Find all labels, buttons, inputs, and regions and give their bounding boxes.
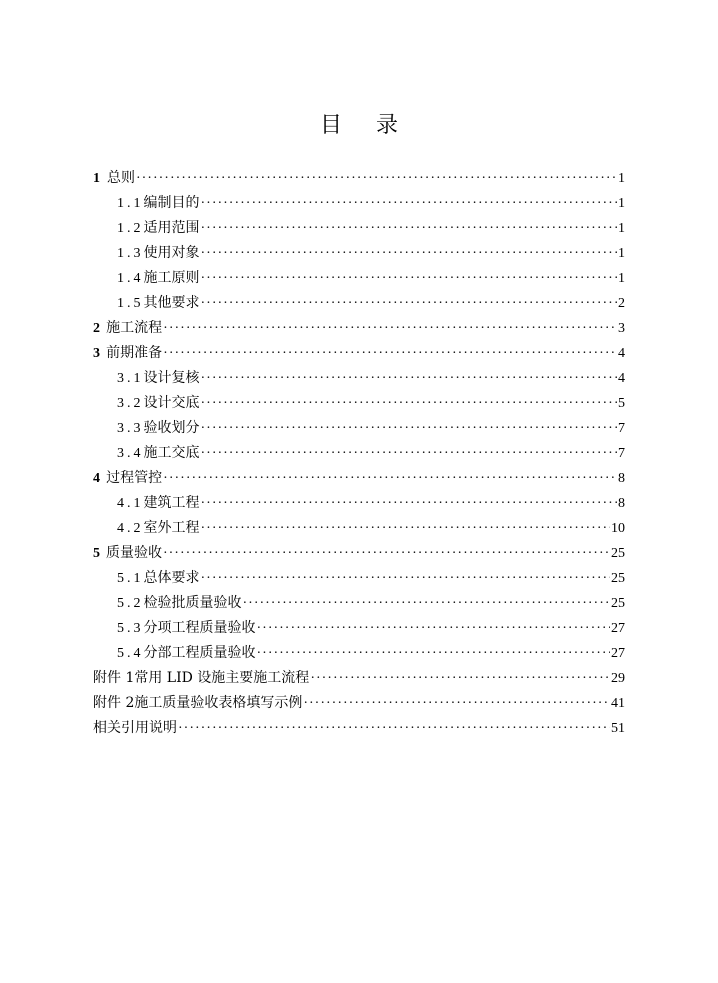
toc-entry[interactable] [93, 191, 625, 216]
toc-dot-leader [243, 591, 611, 616]
toc-entry-page-number: 1 [618, 246, 625, 261]
toc-entry-page-number: 1 [618, 221, 625, 236]
toc-entry-page-number: 2 [618, 296, 625, 311]
toc-entry-page-number: 4 [618, 371, 625, 386]
toc-entry[interactable] [93, 216, 625, 241]
toc-entry-label: 建筑工程 [143, 495, 200, 511]
toc-entry-number: 附件 2 [93, 695, 135, 711]
toc-entry-number: 4 [93, 471, 100, 486]
toc-entry[interactable] [93, 491, 625, 516]
toc-entry-number: 5.4 [117, 646, 144, 661]
toc-dot-leader [303, 691, 610, 716]
toc-dot-leader [163, 316, 617, 341]
toc-dot-leader [257, 616, 611, 641]
toc-entry-number: 1.4 [117, 271, 144, 286]
toc-dot-leader [201, 441, 618, 466]
toc-entry-label: 施工质量验收表格填写示例 [134, 695, 303, 711]
toc-entry-number: 5.2 [117, 596, 144, 611]
toc-entry-page-number: 4 [618, 346, 625, 361]
toc-entry-page-number: 1 [618, 171, 625, 186]
toc-entry-page-number: 1 [618, 271, 625, 286]
page-title [0, 108, 718, 139]
toc-dot-leader [310, 666, 610, 691]
toc-entry[interactable] [93, 541, 625, 566]
toc-entry-label: 室外工程 [143, 520, 200, 536]
toc-entry-number: 3.3 [117, 421, 144, 436]
toc-entry-label: 分项工程质量验收 [143, 620, 256, 636]
toc-entry-number: 1.1 [117, 196, 144, 211]
toc-entry[interactable] [93, 716, 625, 741]
title-char-2: 录 [376, 113, 399, 138]
toc-entry-label: 常用 LID 设施主要施工流程 [134, 670, 310, 686]
toc-entry[interactable] [93, 441, 625, 466]
toc-entry-number: 3 [93, 346, 100, 361]
toc-entry-number: 2 [93, 321, 100, 336]
toc-entry-number: 1.5 [117, 296, 144, 311]
toc-entry-label: 前期准备 [106, 345, 163, 361]
toc-entry-page-number: 25 [611, 546, 625, 561]
toc-entry[interactable] [93, 591, 625, 616]
toc-entry-label: 设计交底 [143, 395, 200, 411]
toc-dot-leader [136, 166, 617, 191]
toc-entry-number: 附件 1 [93, 670, 135, 686]
toc-entry-label: 总则 [106, 170, 135, 186]
toc-entry-page-number: 27 [611, 621, 625, 636]
toc-entry-number: 5.1 [117, 571, 144, 586]
toc-entry[interactable] [93, 241, 625, 266]
toc-dot-leader [178, 716, 610, 741]
toc-entry-page-number: 3 [618, 321, 625, 336]
toc-entry[interactable] [93, 691, 625, 716]
toc-entry[interactable] [93, 566, 625, 591]
toc-entry[interactable] [93, 316, 625, 341]
toc-entry[interactable] [93, 166, 625, 191]
toc-dot-leader [201, 516, 611, 541]
title-char-1: 目 [319, 113, 342, 138]
table-of-contents [93, 166, 625, 741]
toc-entry-page-number: 7 [618, 421, 625, 436]
toc-entry[interactable] [93, 616, 625, 641]
toc-dot-leader [201, 291, 618, 316]
toc-entry-label: 适用范围 [143, 220, 200, 236]
toc-entry[interactable] [93, 516, 625, 541]
toc-entry-label: 施工流程 [106, 320, 163, 336]
toc-entry-page-number: 1 [618, 196, 625, 211]
toc-dot-leader [163, 541, 610, 566]
toc-entry-number: 4.2 [117, 521, 144, 536]
toc-entry[interactable] [93, 641, 625, 666]
toc-entry-page-number: 51 [611, 721, 625, 736]
toc-entry-number: 5.3 [117, 621, 144, 636]
toc-dot-leader [201, 366, 618, 391]
toc-entry-label: 设计复核 [143, 370, 200, 386]
toc-dot-leader [201, 191, 618, 216]
toc-entry-label: 施工原则 [143, 270, 200, 286]
toc-entry-label: 相关引用说明 [93, 720, 177, 736]
toc-entry[interactable] [93, 291, 625, 316]
toc-entry-label: 编制目的 [143, 195, 200, 211]
toc-entry-label: 过程管控 [106, 470, 163, 486]
toc-entry-page-number: 27 [611, 646, 625, 661]
toc-entry-number: 1.3 [117, 246, 144, 261]
toc-entry-number: 3.2 [117, 396, 144, 411]
toc-entry-number: 1 [93, 171, 100, 186]
toc-dot-leader [201, 266, 618, 291]
toc-entry-page-number: 41 [611, 696, 625, 711]
toc-dot-leader [163, 466, 617, 491]
toc-entry[interactable] [93, 341, 625, 366]
toc-entry-page-number: 25 [611, 571, 625, 586]
toc-entry-page-number: 7 [618, 446, 625, 461]
toc-entry-label: 其他要求 [143, 295, 200, 311]
toc-dot-leader [201, 391, 618, 416]
toc-entry-number: 5 [93, 546, 100, 561]
toc-entry-label: 使用对象 [143, 245, 200, 261]
toc-entry-label: 质量验收 [105, 545, 162, 561]
toc-entry-page-number: 8 [618, 496, 625, 511]
toc-entry-page-number: 10 [611, 521, 625, 536]
toc-entry-number: 4.1 [117, 496, 144, 511]
toc-dot-leader [201, 416, 618, 441]
toc-entry-label: 检验批质量验收 [143, 595, 242, 611]
toc-entry[interactable] [93, 466, 625, 491]
toc-dot-leader [201, 491, 618, 516]
toc-entry-label: 验收划分 [143, 420, 200, 436]
toc-entry-label: 施工交底 [143, 445, 200, 461]
toc-entry[interactable] [93, 366, 625, 391]
toc-entry-label: 总体要求 [143, 570, 200, 586]
toc-entry-page-number: 29 [611, 671, 625, 686]
toc-dot-leader [201, 216, 618, 241]
toc-entry-page-number: 8 [618, 471, 625, 486]
toc-entry[interactable] [93, 666, 625, 691]
toc-entry-page-number: 5 [618, 396, 625, 411]
toc-entry-number: 3.4 [117, 446, 144, 461]
toc-dot-leader [201, 241, 618, 266]
toc-dot-leader [201, 566, 611, 591]
toc-dot-leader [257, 641, 611, 666]
toc-entry-label: 分部工程质量验收 [143, 645, 256, 661]
toc-entry[interactable] [93, 391, 625, 416]
toc-entry-number: 1.2 [117, 221, 144, 236]
toc-entry[interactable] [93, 416, 625, 441]
toc-entry-number: 3.1 [117, 371, 144, 386]
toc-dot-leader [163, 341, 617, 366]
toc-entry[interactable] [93, 266, 625, 291]
toc-entry-page-number: 25 [611, 596, 625, 611]
